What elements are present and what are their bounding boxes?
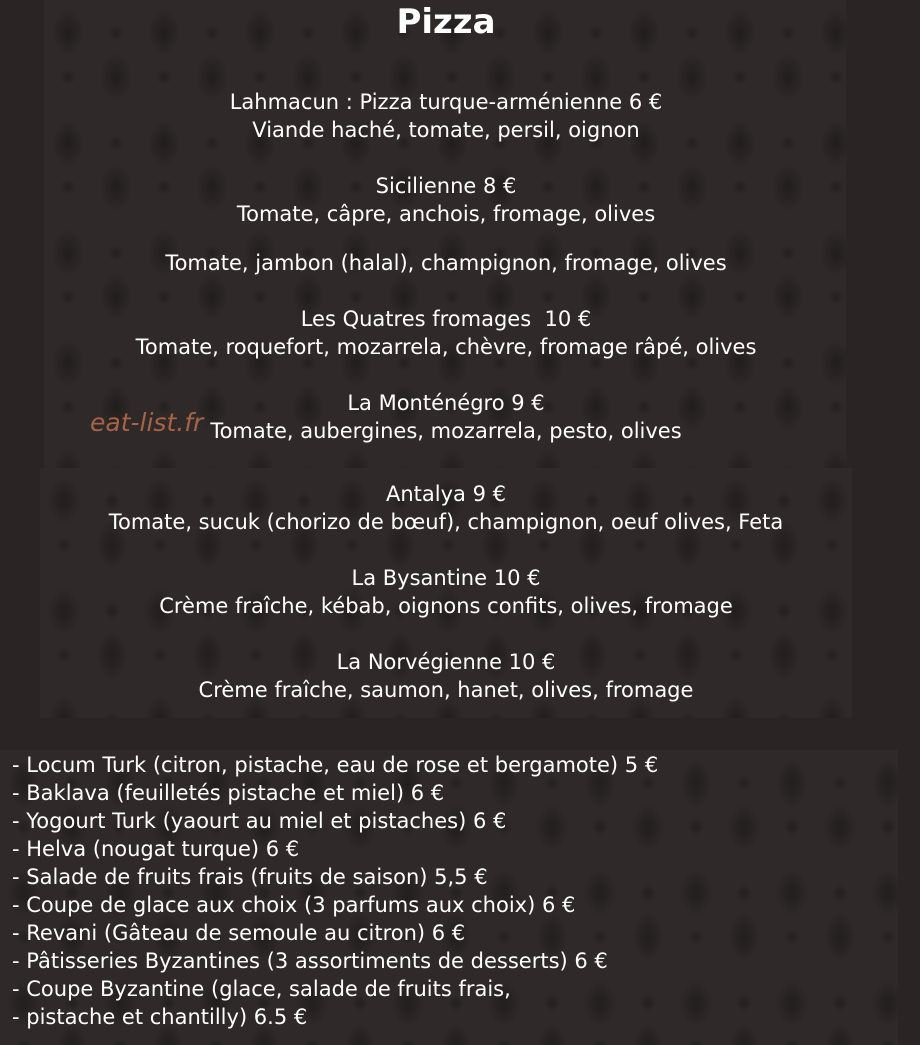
list-item: - Revani (Gâteau de semoule au citron) 6 € (12, 921, 466, 945)
list-item: - Coupe de glace aux choix (3 parfums aux choix) 6 € (12, 893, 576, 917)
pizza-ingredients: Viande haché, tomate, persil, oignon (252, 118, 640, 142)
watermark: eat-list.fr (90, 408, 204, 437)
pizza-item-jambon (0, 249, 892, 277)
list-item: - pistache et chantilly) 6.5 € (12, 1005, 308, 1029)
pizza-ingredients: Crème fraîche, kébab, oignons confits, olives, fromage (159, 594, 733, 618)
list-item: - Yogourt Turk (yaourt au miel et pistaches) 6 € (12, 809, 507, 833)
pizza-name: Les Quatres fromages 10 € (300, 307, 592, 331)
list-item: - Helva (nougat turque) 6 € (12, 837, 300, 861)
list-item: - Baklava (feuilletés pistache et miel) 6 € (12, 781, 445, 805)
pizza-item-sicilienne (0, 172, 892, 228)
list-item: - Locum Turk (citron, pistache, eau de rose et bergamote) 5 € (12, 753, 659, 777)
pizza-name: La Norvégienne 10 € (336, 650, 556, 674)
pizza-ingredients: Tomate, roquefort, mozarrela, chèvre, fromage râpé, olives (135, 335, 757, 359)
pizza-item-quatres-fromages (0, 305, 892, 361)
list-item: - Coupe Byzantine (glace, salade de fruits frais, (12, 977, 511, 1001)
pizza-name: La Monténégro 9 € (347, 391, 545, 415)
pizza-item-norvegienne (0, 648, 892, 704)
list-item: - Salade de fruits frais (fruits de saison) 5,5 € (12, 865, 488, 889)
pizza-name: Lahmacun : Pizza turque-arménienne 6 € (229, 90, 663, 114)
pizza-item-antalya (0, 480, 892, 536)
list-item: - Pâtisseries Byzantines (3 assortiments de desserts) 6 € (12, 949, 608, 973)
pizza-ingredients: Tomate, sucuk (chorizo de bœuf), champignon, oeuf olives, Feta (108, 510, 784, 534)
pizza-ingredients: Crème fraîche, saumon, hanet, olives, fromage (198, 678, 694, 702)
page-title: Pizza (396, 2, 496, 42)
dessert-list (0, 751, 898, 1031)
pizza-ingredients: Tomate, câpre, anchois, fromage, olives (236, 202, 656, 226)
pizza-name: Sicilienne 8 € (375, 174, 517, 198)
pizza-ingredients: Tomate, aubergines, mozarrela, pesto, olives (210, 419, 682, 443)
pizza-ingredients: Tomate, jambon (halal), champignon, fromage, olives (165, 251, 727, 275)
pizza-name: Antalya 9 € (386, 482, 506, 506)
pizza-item-bysantine (0, 564, 892, 620)
pizza-name: La Bysantine 10 € (351, 566, 541, 590)
pizza-item-lahmacun (0, 88, 892, 144)
